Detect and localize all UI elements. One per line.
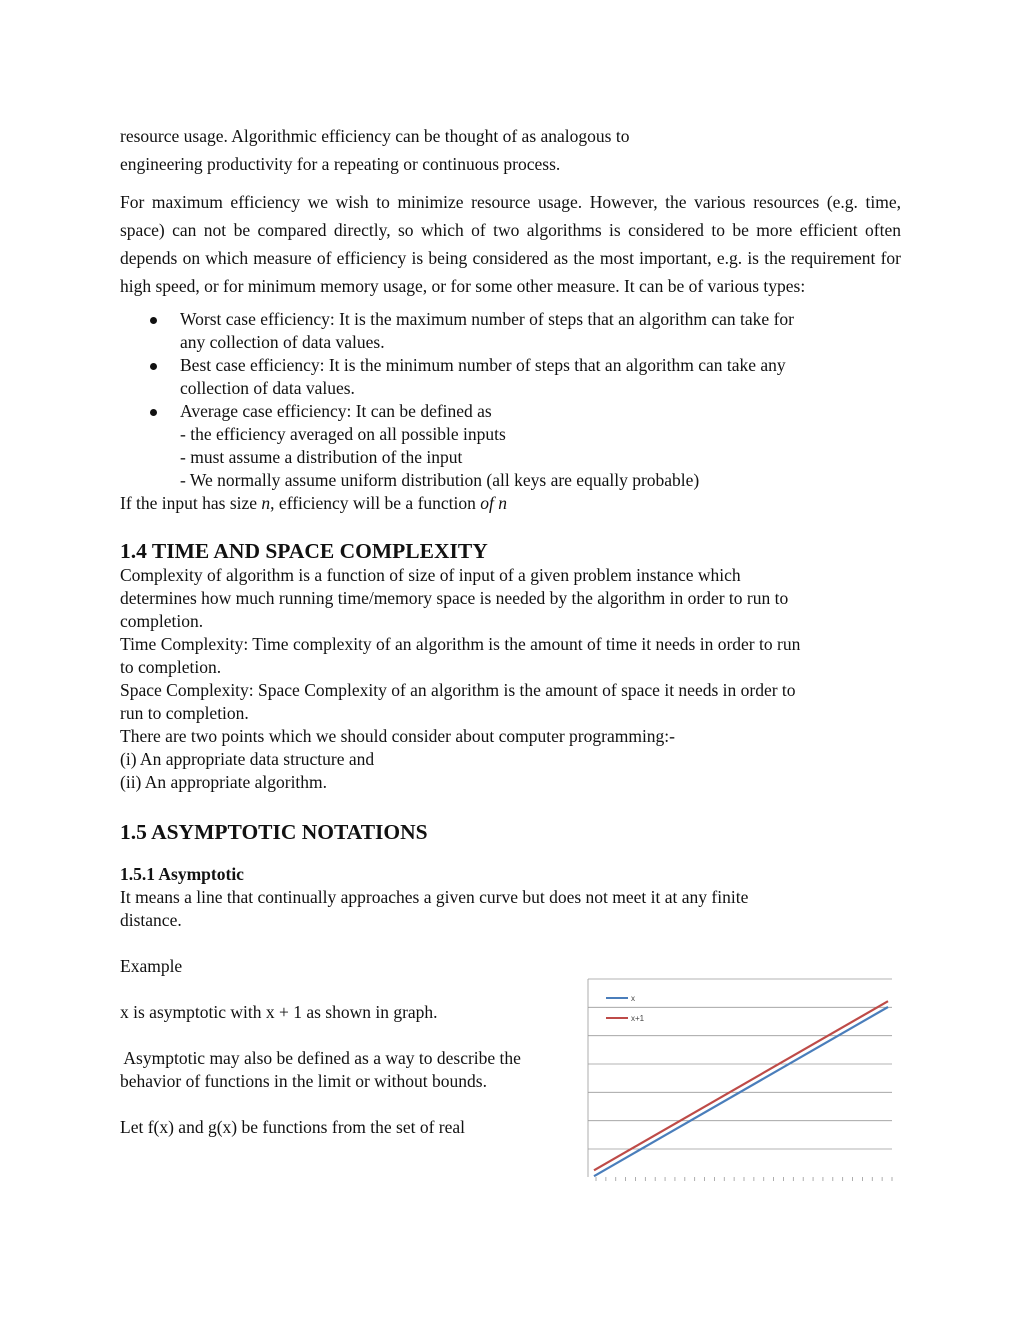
body-line: (ii) An appropriate algorithm. (120, 772, 328, 792)
intro-line: resource usage. Algorithmic efficiency can be thought of as analogous to (120, 126, 630, 146)
body-line: determines how much running time/memory space is needed by the algorithm in order to run to (120, 588, 789, 608)
bullet-dot-icon (150, 363, 157, 370)
example-column (120, 932, 585, 1139)
body-line: run to completion. (120, 703, 249, 723)
list-item-line: - must assume a distribution of the input (180, 447, 463, 467)
variable-of-n: of n (480, 493, 508, 513)
body-line: Time Complexity: Time complexity of an algorithm is the amount of time it needs in order to run (120, 634, 801, 654)
list-item-worst-case (120, 308, 901, 354)
section-heading-1-5: 1.5 ASYMPTOTIC NOTATIONS (120, 820, 428, 844)
intro-line: engineering productivity for a repeating or continuous process. (120, 154, 561, 174)
variable-n: n (261, 493, 271, 513)
efficiency-types-list (120, 308, 901, 492)
body-line: Space Complexity: Space Complexity of an algorithm is the amount of space it needs in order to (120, 680, 796, 700)
asymptotic-example-text: x is asymptotic with x + 1 as shown in graph. (120, 1002, 438, 1022)
body-line: There are two points which we should consider about computer programming:- (120, 726, 675, 746)
list-item-line: collection of data values. (180, 378, 355, 398)
asymptotic-definition (120, 886, 901, 932)
body-line: Asymptotic may also be defined as a way to describe the (120, 1048, 521, 1068)
chart-series-line-1 (594, 1001, 888, 1170)
chart-series-line-0 (594, 1007, 888, 1176)
body-line: Let f(x) and g(x) be functions from the set of real (120, 1117, 466, 1137)
chart-legend-label: x+1 (631, 1014, 645, 1023)
example-label: Example (120, 956, 183, 976)
chart-legend-label: x (631, 994, 635, 1003)
sub-heading-1-5-1: 1.5.1 Asymptotic (120, 864, 244, 884)
input-size-middle: , efficiency will be a function (270, 493, 481, 513)
input-size-line (120, 492, 901, 515)
body-line: completion. (120, 611, 204, 631)
list-item-line: - We normally assume uniform distribution (all keys are equally probable) (180, 470, 700, 490)
bullet-dot-icon (150, 317, 157, 324)
list-item-average-case (120, 400, 901, 492)
body-line: distance. (120, 910, 182, 930)
list-item-line: any collection of data values. (180, 332, 385, 352)
body-line: to completion. (120, 657, 222, 677)
asymptote-line-chart (586, 977, 894, 1185)
list-item-best-case (120, 354, 901, 400)
bullet-dot-icon (150, 409, 157, 416)
list-item-line: Best case efficiency: It is the minimum number of steps that an algorithm can take any (180, 355, 786, 375)
body-line: Complexity of algorithm is a function of size of input of a given problem instance which (120, 565, 741, 585)
list-item-line: Average case efficiency: It can be defined as (180, 401, 492, 421)
efficiency-paragraph: For maximum efficiency we wish to minimize resource usage. However, the various resources (e.g. time, space) can not be compared directly, so which of two algorithms is considered to be more efficient often depends on which measure of efficiency is being considered as the most important, e.g. is the requirement for high speed, or for minimum memory usage, or for some other measure. It can be of various types: (120, 192, 901, 296)
list-item-line: - the efficiency averaged on all possible inputs (180, 424, 506, 444)
input-size-prefix: If the input has size (120, 493, 262, 513)
intro-paragraph (120, 122, 901, 178)
body-line: It means a line that continually approaches a given curve but does not meet it at any finite (120, 887, 749, 907)
body-line: (i) An appropriate data structure and (120, 749, 375, 769)
section-1-4-body (120, 564, 901, 794)
list-item-line: Worst case efficiency: It is the maximum number of steps that an algorithm can take for (180, 309, 794, 329)
body-line: behavior of functions in the limit or without bounds. (120, 1071, 487, 1091)
section-heading-1-4: 1.4 TIME AND SPACE COMPLEXITY (120, 539, 488, 563)
